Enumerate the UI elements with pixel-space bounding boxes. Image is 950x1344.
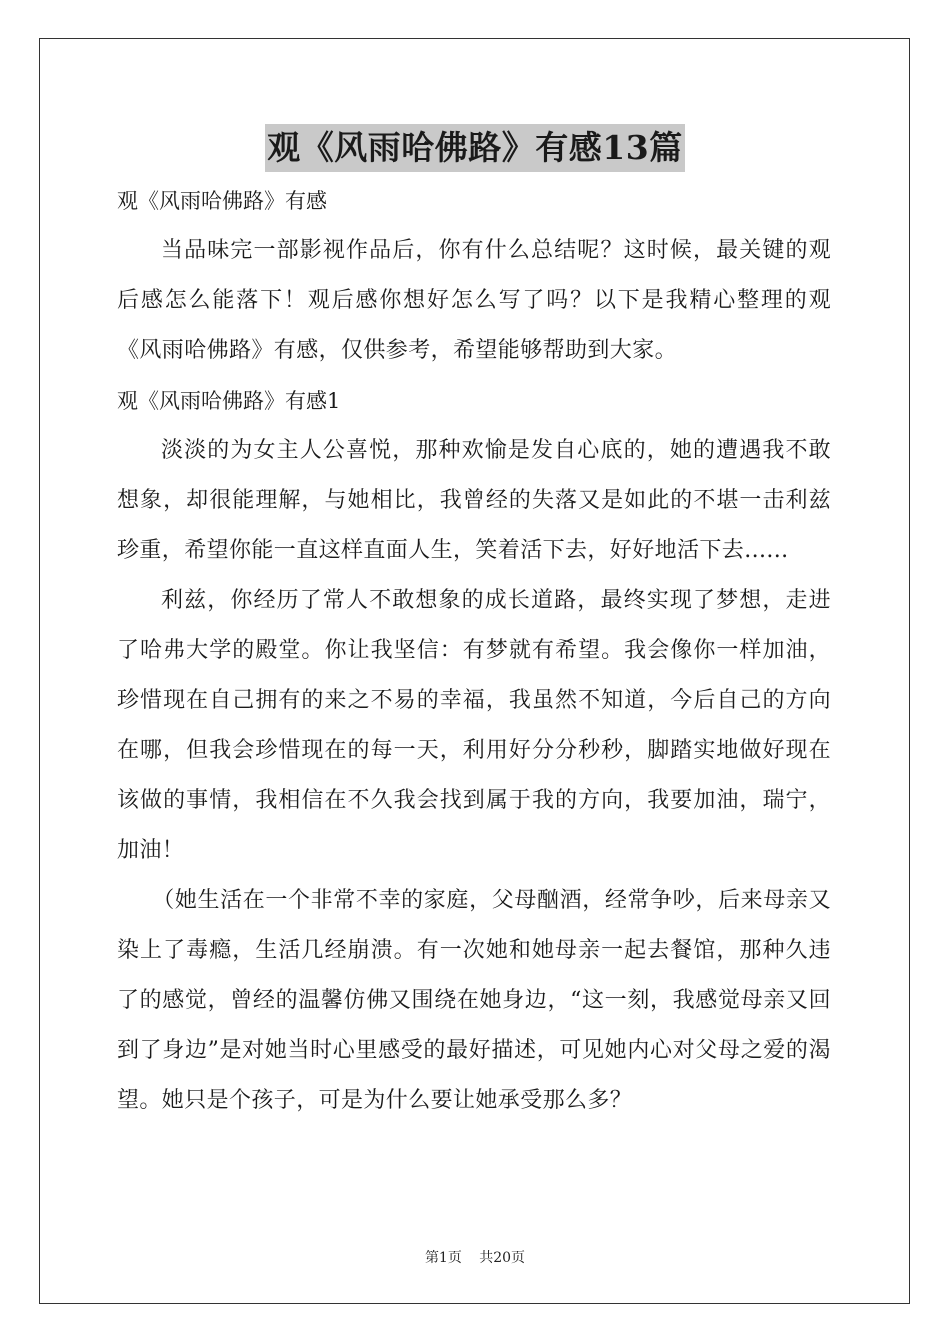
paragraph-1: 淡淡的为女主人公喜悦，那种欢愉是发自心底的，她的遭遇我不敢想象，却很能理解，与她相比，我曾经的失落又是如此的不堪一击利兹珍重，希望你能一直这样直面人生，笑着活下去，好好地活下去...... [117,438,831,563]
paragraph-3: （她生活在一个非常不幸的家庭，父母酗酒，经常争吵，后来母亲又染上了毒瘾，生活几经崩溃。有一次她和她母亲一起去餐馆，那种久违了的感觉，曾经的温馨仿佛又围绕在她身边，“这一刻，我感觉母亲又回到了身边”是对她当时心里感受的最好描述，可见她内心对父母之爱的渴望。她只是个孩子，可是为什么要让她承受那么多？ [117,888,831,1113]
section-heading: 观《风雨哈佛路》有感 [117,189,327,213]
document-body [117,176,831,1126]
paragraph-2: 利兹，你经历了常人不敢想象的成长道路，最终实现了梦想，走进了哈弗大学的殿堂。你让我坚信：有梦就有希望。我会像你一样加油，珍惜现在自己拥有的来之不易的幸福，我虽然不知道，今后自己的方向在哪，但我会珍惜现在的每一天，利用好分分秒秒，脚踏实地做好现在该做的事情，我相信在不久我会找到属于我的方向，我要加油，瑞宁，加油！ [117,588,831,863]
paragraph-intro: 当品味完一部影视作品后，你有什么总结呢？这时候，最关键的观后感怎么能落下！观后感你想好怎么写了吗？以下是我精心整理的观《风雨哈佛路》有感，仅供参考，希望能够帮助到大家。 [117,238,831,363]
section-heading: 观《风雨哈佛路》有感1 [117,389,341,413]
page-number: 第1页 [424,1250,462,1266]
document-title: 观《风雨哈佛路》有感13篇 [265,124,684,172]
page-footer [0,1247,950,1267]
title-container [0,124,950,172]
page-total: 共20页 [479,1250,526,1266]
